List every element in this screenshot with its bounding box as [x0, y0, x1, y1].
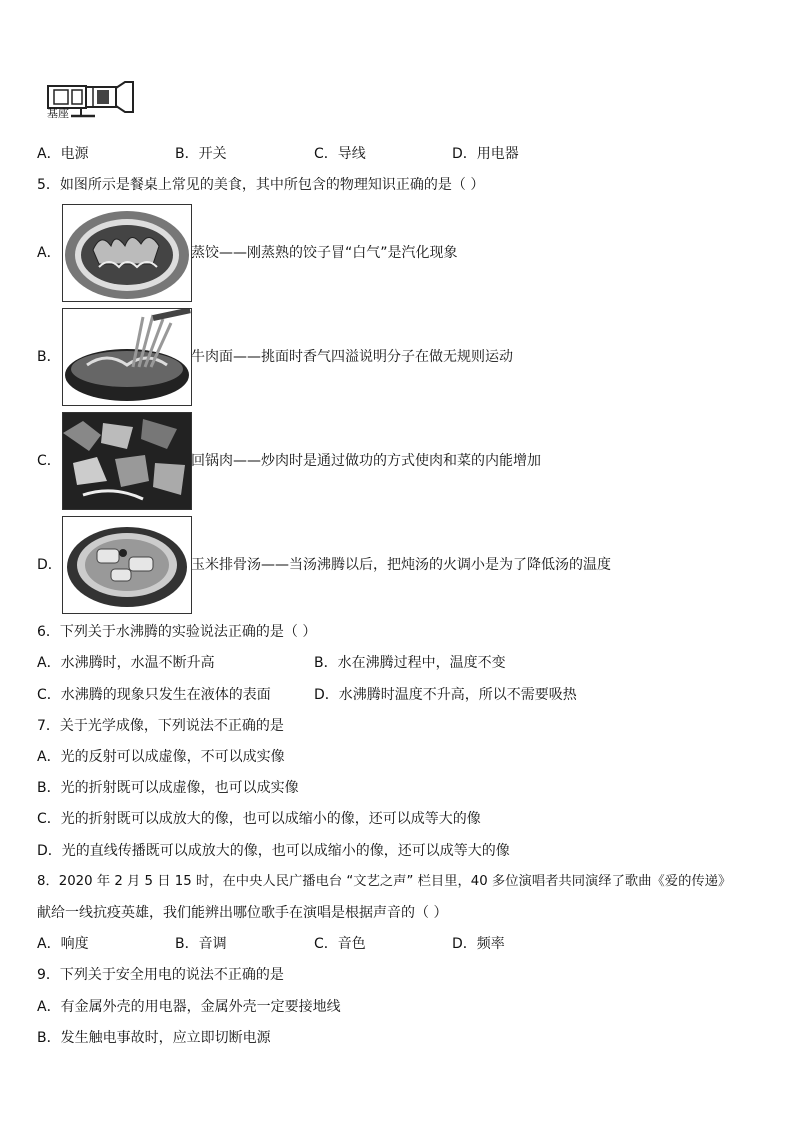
q7-option-d[interactable]	[37, 842, 510, 860]
option-letter: B．	[37, 1030, 61, 1046]
q4-option-c[interactable]	[314, 145, 366, 163]
q7-option-b[interactable]	[37, 779, 299, 797]
option-letter: C．	[37, 687, 61, 703]
q6-option-b[interactable]	[314, 654, 506, 672]
option-text: 水沸腾时，水温不断升高	[60, 655, 215, 671]
q5-option-d-text: 玉米排骨汤——当汤沸腾以后，把炖汤的火调小是为了降低汤的温度	[191, 557, 611, 573]
option-letter: A．	[37, 936, 61, 952]
q5-option-a-text: 蒸饺——刚蒸熟的饺子冒“白气”是汽化现象	[191, 245, 458, 261]
option-text: 电源	[60, 146, 89, 162]
option-text: 用电器	[476, 146, 519, 162]
option-letter: A．	[37, 146, 61, 162]
option-letter: D．	[37, 843, 62, 859]
q5-stem: 5．如图所示是餐桌上常见的美食，其中所包含的物理知识正确的是（ ）	[37, 177, 485, 193]
q4-option-a[interactable]	[37, 145, 89, 163]
q8-stem-line1: 8．2020 年 2 月 5 日 15 时，在中央人民广播电台 “文艺之声” 栏目里，40 多位演唱者共同演绎了歌曲《爱的传递》	[37, 874, 732, 889]
q9-option-a[interactable]	[37, 998, 341, 1016]
option-letter: C．	[37, 811, 61, 827]
option-text: 有金属外壳的用电器，金属外壳一定要接地线	[60, 999, 341, 1015]
option-letter: D．	[452, 146, 477, 162]
option-text: 发生触电事故时，应立即切断电源	[60, 1030, 271, 1046]
q7-stem: 7．关于光学成像，下列说法不正确的是	[37, 718, 284, 734]
q8-stem-line2: 献给一线抗疫英雄，我们能辨出哪位歌手在演唱是根据声音的（ ）	[37, 905, 448, 921]
q8-option-d[interactable]	[452, 935, 505, 953]
q5-option-a-letter[interactable]: A．	[37, 245, 61, 261]
base-label: 基座	[47, 107, 69, 120]
option-text: 光的折射既可以成放大的像，也可以成缩小的像，还可以成等大的像	[60, 811, 481, 827]
option-letter: B．	[37, 780, 61, 796]
beef-noodles-photo	[62, 308, 192, 406]
q8-option-a[interactable]	[37, 935, 89, 953]
q8-option-c[interactable]	[314, 935, 366, 953]
q5-option-c-text: 回锅肉——炒肉时是通过做功的方式使肉和菜的内能增加	[191, 453, 541, 469]
q9-option-b[interactable]	[37, 1029, 271, 1047]
q8-option-b[interactable]	[175, 935, 227, 953]
option-letter: B．	[175, 146, 199, 162]
option-text: 水沸腾时温度不升高，所以不需要吸热	[338, 687, 577, 703]
option-text: 音调	[198, 936, 227, 952]
q9-stem: 9．下列关于安全用电的说法不正确的是	[37, 967, 284, 983]
option-letter: D．	[452, 936, 477, 952]
q5-option-d-letter[interactable]: D．	[37, 557, 62, 573]
option-text: 开关	[198, 146, 227, 162]
q4-option-d[interactable]	[452, 145, 519, 163]
option-text: 光的折射既可以成虚像，也可以成实像	[60, 780, 299, 796]
q6-option-c[interactable]	[37, 686, 271, 704]
option-text: 光的反射可以成虚像，不可以成实像	[60, 749, 285, 765]
option-letter: B．	[175, 936, 199, 952]
option-text: 导线	[337, 146, 366, 162]
option-letter: C．	[314, 146, 338, 162]
q4-option-b[interactable]	[175, 145, 227, 163]
option-letter: A．	[37, 999, 61, 1015]
q6-option-d[interactable]	[314, 686, 577, 704]
q7-option-c[interactable]	[37, 810, 481, 828]
q5-option-b-letter[interactable]: B．	[37, 349, 61, 365]
option-letter: B．	[314, 655, 338, 671]
option-letter: D．	[314, 687, 339, 703]
dumplings-photo	[62, 204, 192, 302]
q6-stem: 6．下列关于水沸腾的实验说法正确的是（ ）	[37, 624, 317, 640]
q7-option-a[interactable]	[37, 748, 285, 766]
option-letter: A．	[37, 749, 61, 765]
option-letter: C．	[314, 936, 338, 952]
option-text: 水沸腾的现象只发生在液体的表面	[60, 687, 271, 703]
corn-rib-soup-photo	[62, 516, 192, 614]
option-letter: A．	[37, 655, 61, 671]
option-text: 音色	[337, 936, 366, 952]
device-figure	[45, 78, 140, 123]
q5-option-b-text: 牛肉面——挑面时香气四溢说明分子在做无规则运动	[191, 349, 513, 365]
q6-option-a[interactable]	[37, 654, 215, 672]
q5-option-c-letter[interactable]: C．	[37, 453, 61, 469]
option-text: 响度	[60, 936, 89, 952]
option-text: 光的直线传播既可以成放大的像，也可以成缩小的像，还可以成等大的像	[61, 843, 510, 859]
option-text: 水在沸腾过程中，温度不变	[337, 655, 506, 671]
stir-fried-pork-photo	[62, 412, 192, 510]
option-text: 频率	[476, 936, 505, 952]
